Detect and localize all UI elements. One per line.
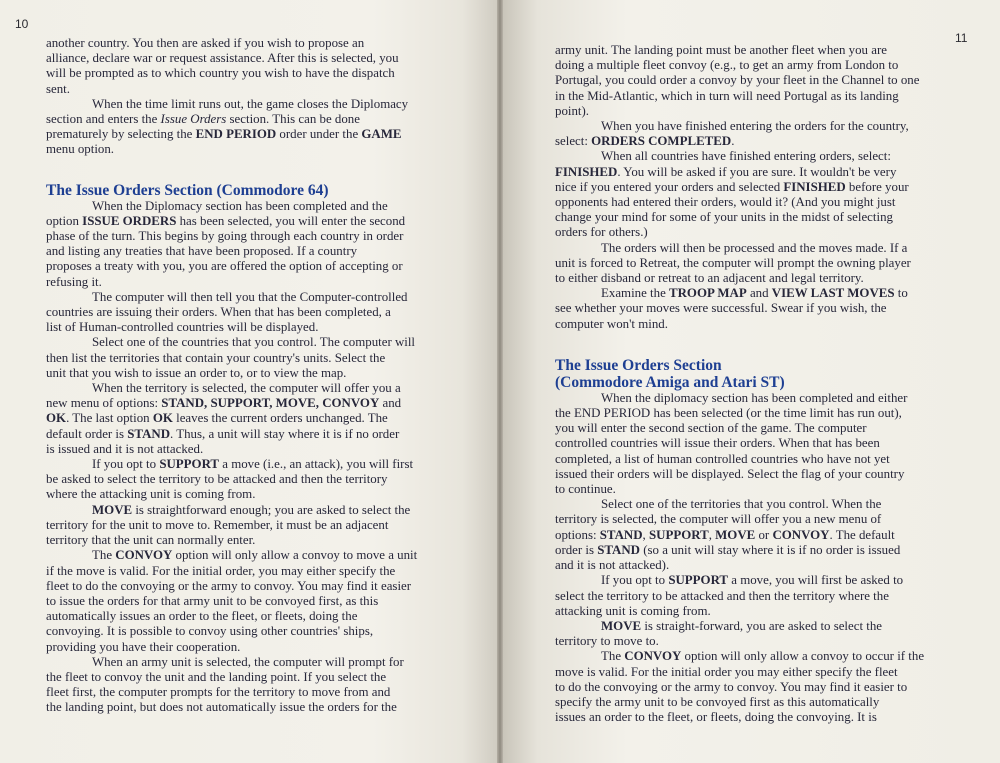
- text-line: territory for the unit to move to. Remember, it must be an adjacent: [46, 517, 389, 532]
- text-line: territory that the unit can normally enter.: [46, 533, 256, 548]
- text-line: fleet first, the computer prompts for the territory to move from and: [46, 685, 391, 700]
- text-line: countries are issuing their orders. When that has been completed, a: [46, 305, 391, 320]
- right-page: [503, 0, 1000, 763]
- text-line: prematurely by selecting the END PERIOD order under the GAME: [46, 127, 402, 142]
- text-line: the landing point, but does not automatically issue the orders for the: [46, 700, 397, 715]
- text-line: list of Human-controlled countries will be displayed.: [46, 320, 319, 335]
- text-line: MOVE is straightforward enough; you are asked to select the: [92, 502, 411, 517]
- right-text-column: [555, 43, 973, 725]
- text-line: When the territory is selected, the computer will offer you a: [92, 381, 401, 396]
- text-line: new menu of options: STAND, SUPPORT, MOVE, CONVOY and: [46, 396, 402, 411]
- section-heading-amiga-atari-line1: The Issue Orders Section: [555, 356, 722, 374]
- text-line: order is STAND (so a unit will stay where it is if no order is issued: [555, 542, 901, 557]
- text-line: OK. The last option OK leaves the current orders unchanged. The: [46, 411, 388, 426]
- text-line: When an army unit is selected, the computer will prompt for: [92, 654, 404, 669]
- section-heading-amiga-atari-line2: (Commodore Amiga and Atari ST): [555, 373, 785, 391]
- text-line: section and enters the Issue Orders section. This can be done: [46, 112, 360, 127]
- text-line: unit is forced to Retreat, the computer will prompt the owning player: [555, 255, 911, 270]
- text-line: options: STAND, SUPPORT, MOVE or CONVOY. The default: [555, 527, 895, 542]
- text-line: When all countries have finished entering orders, select:: [601, 149, 891, 164]
- left-block-2: [46, 199, 462, 716]
- text-line: When you have finished entering the orders for the country,: [601, 119, 909, 134]
- page-number-left: 10: [15, 17, 29, 31]
- text-line: the END PERIOD has been selected (or the time limit has run out),: [555, 406, 902, 421]
- text-line: convoying. It is possible to convoy using other countries' ships,: [46, 624, 374, 639]
- text-line: another country. You then are asked if you wish to propose an: [46, 36, 365, 50]
- text-line: completed, a list of human controlled countries who have not yet: [555, 451, 890, 466]
- text-line: attacking unit is coming from.: [555, 603, 711, 618]
- text-line: the fleet to convoy the unit and the landing point. If you select the: [46, 669, 387, 684]
- text-line: menu option.: [46, 142, 115, 157]
- text-line: alliance, declare war or request assistance. After this is selected, you: [46, 51, 399, 66]
- text-line: proposes a treaty with you, you are offered the option of accepting or: [46, 259, 403, 274]
- text-line: territory to move to.: [555, 634, 659, 649]
- text-line: Select one of the territories that you control. When the: [601, 497, 882, 512]
- text-line: you will enter the second section of the game. The computer: [555, 421, 867, 436]
- text-line: The computer will then tell you that the Computer-controlled: [92, 289, 408, 304]
- text-line: doing a multiple fleet convoy (e.g., to get an army from London to: [555, 58, 899, 73]
- text-line: unit that you wish to issue an order to, or to view the map.: [46, 365, 347, 380]
- text-line: Select one of the countries that you control. The computer will: [92, 335, 416, 350]
- text-line: army unit. The landing point must be another fleet when you are: [555, 43, 887, 57]
- left-block-1: [46, 36, 462, 158]
- text-line: issues an order to the fleet, or fleets, doing the convoying. It is: [555, 710, 877, 725]
- text-line: The CONVOY option will only allow a convoy to occur if the: [601, 649, 925, 664]
- text-line: When the time limit runs out, the game closes the Diplomacy: [92, 96, 409, 111]
- text-line: will be prompted as to which country you wish to have the dispatch: [46, 66, 395, 81]
- text-line: be asked to select the territory to be attacked and then the territory: [46, 472, 388, 487]
- text-line: When the diplomacy section has been completed and either: [601, 390, 908, 405]
- text-line: When the Diplomacy section has been completed and the: [92, 198, 388, 213]
- left-page: [0, 0, 497, 763]
- text-line: If you opt to SUPPORT a move (i.e., an attack), you will first: [92, 457, 414, 472]
- text-line: The orders will then be processed and the moves made. If a: [601, 240, 908, 255]
- text-line: If you opt to SUPPORT a move, you will first be asked to: [601, 573, 904, 588]
- text-line: MOVE is straight-forward, you are asked to select the: [601, 618, 883, 633]
- text-line: to issue the orders for that army unit to be convoyed first, as this: [46, 593, 379, 608]
- text-line: change your mind for some of your units in the midst of selecting: [555, 210, 893, 225]
- text-line: then list the territories that contain your country's units. Select the: [46, 350, 386, 365]
- text-line: Portugal, you could order a convoy by your fleet in the Channel to one: [555, 73, 920, 88]
- text-line: where the attacking unit is coming from.: [46, 487, 256, 502]
- text-line: computer won't mind.: [555, 316, 668, 331]
- text-line: move is valid. For the initial order you may either specify the fleet: [555, 664, 898, 679]
- text-line: option ISSUE ORDERS has been selected, you will enter the second: [46, 213, 406, 228]
- text-line: and listing any treaties that have been proposed. If a country: [46, 244, 358, 259]
- right-block-1: [555, 43, 973, 332]
- text-line: sent.: [46, 81, 70, 96]
- text-line: orders for others.): [555, 225, 648, 240]
- text-line: Examine the TROOP MAP and VIEW LAST MOVES to: [601, 286, 908, 301]
- text-line: fleet to do the convoying or the army to convoy. You may find it easier: [46, 578, 412, 593]
- text-line: see whether your moves were successful. Swear if you wish, the: [555, 301, 887, 316]
- text-line: automatically issues an order to the fleet, or fleets, doing the: [46, 609, 358, 624]
- text-line: providing you have their cooperation.: [46, 639, 241, 654]
- text-line: to do the convoying or the army to convoy. You may find it easier to: [555, 679, 908, 694]
- text-line: opponents had entered their orders, would it? (And you might just: [555, 195, 896, 210]
- left-text-column: [46, 36, 462, 716]
- text-line: if the move is valid. For the initial order, you may either specify the: [46, 563, 396, 578]
- text-line: FINISHED. You will be asked if you are sure. It wouldn't be very: [555, 164, 897, 179]
- text-line: specify the army unit to be convoyed first as this automatically: [555, 694, 880, 709]
- text-line: and it is not attacked).: [555, 558, 670, 573]
- page-number-right: 11: [955, 31, 968, 45]
- text-line: in the Mid-Atlantic, which in turn will need Portugal as its landing: [555, 88, 899, 103]
- text-line: issued their orders will be displayed. Select the flag of your country: [555, 466, 905, 481]
- text-line: default order is STAND. Thus, a unit will stay where it is if no order: [46, 426, 400, 441]
- text-line: territory is selected, the computer will offer you a new menu of: [555, 512, 882, 527]
- right-block-2: [555, 391, 973, 725]
- text-line: to continue.: [555, 482, 616, 497]
- section-heading-c64: The Issue Orders Section (Commodore 64): [46, 181, 329, 199]
- text-line: select the territory to be attacked and then the territory where the: [555, 588, 889, 603]
- text-line: select: ORDERS COMPLETED.: [555, 134, 735, 149]
- text-line: phase of the turn. This begins by going through each country in order: [46, 229, 404, 244]
- text-line: point).: [555, 103, 590, 118]
- text-line: controlled countries will issue their orders. When that has been: [555, 436, 880, 451]
- text-line: is issued and it is not attacked.: [46, 441, 204, 456]
- text-line: nice if you entered your orders and selected FINISHED before your: [555, 179, 909, 194]
- text-line: to either disband or retreat to an adjacent and legal territory.: [555, 271, 864, 286]
- text-line: refusing it.: [46, 274, 102, 289]
- text-line: The CONVOY option will only allow a convoy to move a unit: [92, 548, 418, 563]
